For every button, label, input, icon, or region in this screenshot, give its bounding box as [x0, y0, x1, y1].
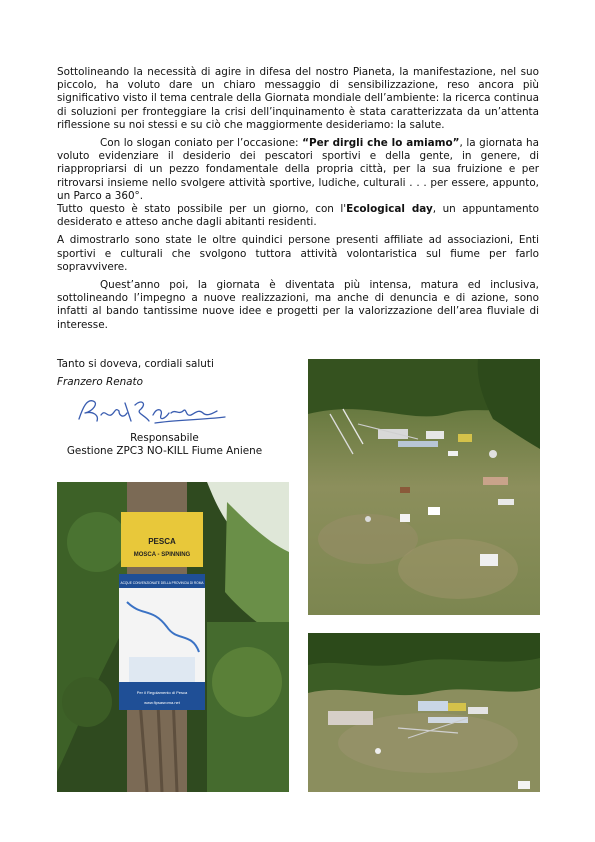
paragraph-1: Sottolineando la necessità di agire in difesa del nostro Pianeta, la manifestazione, nel suo piccolo, ha voluto dare un chiaro messaggio di sensibilizzazione, reso ancora più significativo visto il tema centrale della Giornata mondiale dell’ambiente: la ricerca continua di soluzioni per fronteggiare la crisi dell’inquinamento è stata caratterizzata da un’attenta riflessione su noi stessi e su ciò che maggiormente desideriamo: la salute.: [57, 66, 539, 131]
role-title: Responsabile: [130, 432, 199, 444]
paragraph-3: [57, 203, 539, 229]
paragraph-2-text-end: , la giornata ha voluto evidenziare il desiderio dei pescatori sportivi e della gente, in genere, di riappropriarsi di un pezzo fondamentale della propria città, per la sua fruizione e per ritrovarsi insieme nello svolgere attività sportive, ludiche, culturali . . . per essere, appunto, un Parco a 360°.: [57, 137, 539, 202]
photo-litter-pile: [308, 633, 540, 792]
sign-regulation: Per il Regolamento di Pesca: [136, 690, 188, 695]
photo-litter-clearing: [308, 359, 540, 615]
paragraph-2: [57, 137, 539, 203]
closing-block: [57, 358, 297, 389]
paragraph-3-text: Tutto questo è stato possibile per un giorno, con l': [57, 203, 347, 216]
sign-website: www.fipsasroma.net: [144, 700, 180, 705]
paragraph-4: A dimostrarlo sono state le oltre quindici persone presenti affiliate ad associazioni, Enti sportivi e culturali che svolgono tuttora attività volontaristica sul fiume per farlo sopravvivere.: [57, 234, 539, 273]
litter-pile-image: [308, 633, 540, 792]
paragraph-5: Quest’anno poi, la giornata è diventata più intensa, matura ed inclusiva, sottolineando l’impegno a nuove realizzazioni, ma anche di denuncia e di azione, sono infatti al bando tantissime nuove idee e progetti per la valorizzazione dell’area fluviale di interesse.: [57, 279, 539, 331]
role-block: [57, 432, 272, 458]
sign-pesca-title: PESCA: [148, 537, 176, 546]
photo-tree-sign: [57, 482, 289, 792]
sign-pesca-subtitle: MOSCA - SPINNING: [133, 552, 191, 558]
sign-map-title: ACQUE CONVENZIONATE DELLA PROVINCIA DI ROMA: [120, 581, 204, 585]
slogan: “Per dirgli che lo amiamo”: [302, 137, 460, 150]
paragraph-3-text-end: , un appuntamento desiderato e atteso anche dagli abitanti residenti.: [57, 203, 539, 229]
paragraph-2-text: Con lo slogan coniato per l’occasione:: [100, 137, 303, 150]
greeting: Tanto si doveva, cordiali saluti: [57, 358, 214, 370]
letter-body: [57, 66, 539, 332]
author-name: Franzero Renato: [57, 376, 143, 389]
organization: Gestione ZPC3 NO-KILL Fiume Aniene: [66, 445, 263, 458]
litter-clearing-image: [308, 359, 540, 615]
tree-sign-image: [57, 482, 289, 792]
handwritten-signature: [75, 393, 230, 428]
ecological-day: Ecological day: [346, 203, 433, 216]
